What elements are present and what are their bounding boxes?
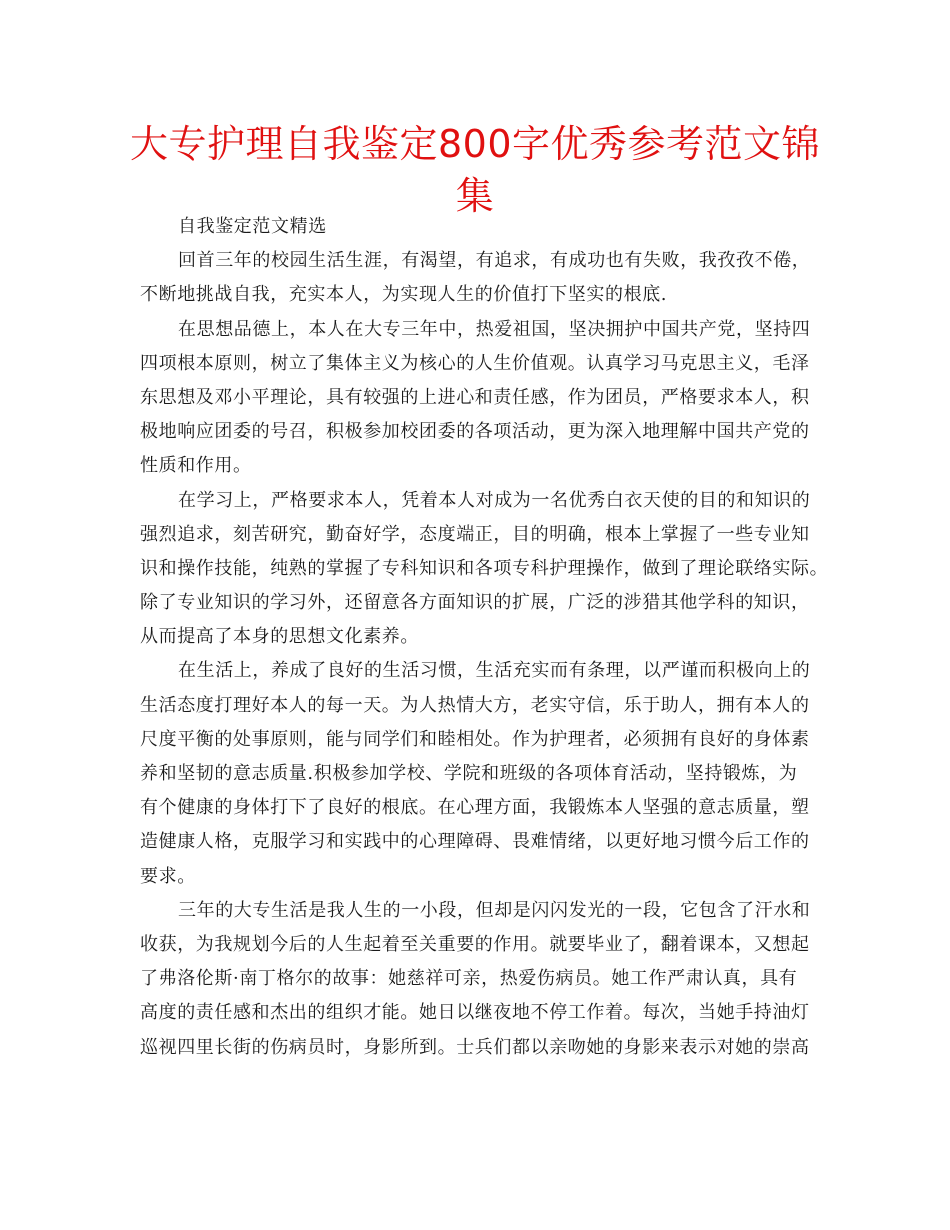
text-line: 回首三年的校园生活生涯，有渴望，有追求，有成功也有失败，我孜孜不倦， — [178, 250, 811, 272]
text-line: 性质和作用。 — [140, 455, 252, 477]
text-line: 在生活上，养成了良好的生活习惯，生活充实而有条理，以严谨而积极向上的 — [178, 660, 811, 682]
text-line: 收获，为我规划今后的人生起着至关重要的作用。就要毕业了，翻着课本，又想起 — [140, 933, 810, 955]
text-line: 东思想及邓小平理论，具有较强的上进心和责任感，作为团员，严格要求本人，积 — [140, 386, 810, 408]
text-line: 生活态度打理好本人的每一天。为人热情大方，老实守信，乐于助人，拥有本人的 — [140, 694, 810, 716]
text-line: 极地响应团委的号召，积极参加校团委的各项活动，更为深入地理解中国共产党的 — [140, 421, 810, 443]
text-line: 除了专业知识的学习外，还留意各方面知识的扩展，广泛的涉猎其他学科的知识， — [140, 592, 810, 614]
text-line: 强烈追求，刻苦研究，勤奋好学，态度端正，目的明确，根本上掌握了一些专业知 — [140, 523, 810, 545]
text-line: 高度的责任感和杰出的组织才能。她日以继夜地不停工作着。每次，当她手持油灯 — [140, 1002, 810, 1024]
text-line: 在学习上，严格要求本人，凭着本人对成为一名优秀白衣天使的目的和知识的 — [178, 489, 811, 511]
text-line: 四项根本原则，树立了集体主义为核心的人生价值观。认真学习马克思主义，毛泽 — [140, 352, 810, 374]
text-line: 养和坚韧的意志质量.积极参加学校、学院和班级的各项体育活动，坚持锻炼，为 — [140, 763, 798, 784]
text-line: 三年的大专生活是我人生的一小段，但却是闪闪发光的一段，它包含了汗水和 — [178, 899, 811, 921]
text-line: 不断地挑战自我，充实本人，为实现人生的价值打下坚实的根底. — [140, 284, 668, 306]
text-line: 巡视四里长街的伤病员时，身影所到。士兵们都以亲吻她的身影来表示对她的崇高 — [140, 1036, 810, 1058]
document-title — [120, 118, 830, 222]
text-line: 有个健康的身体打下了良好的根底。在心理方面，我锻炼本人坚强的意志质量，塑 — [140, 797, 810, 819]
text-line: 造健康人格，克服学习和实践中的心理障碍、畏难情绪，以更好地习惯今后工作的 — [140, 831, 810, 853]
document-body — [140, 210, 829, 1065]
text-line: 识和操作技能，纯熟的掌握了专科知识和各项专科护理操作，做到了理论联络实际。 — [140, 557, 829, 579]
text-line: 从而提高了本身的思想文化素养。 — [140, 626, 419, 648]
title-line-2: 集 — [455, 174, 495, 218]
text-line: 自我鉴定范文精选 — [178, 216, 327, 237]
title-line-1: 大专护理自我鉴定800字优秀参考范文锦 — [129, 122, 821, 166]
text-line: 在思想品德上，本人在大专三年中，热爱祖国，坚决拥护中国共产党，坚持四 — [178, 318, 811, 340]
text-line: 要求。 — [140, 865, 196, 887]
text-line: 尺度平衡的处事原则，能与同学们和睦相处。作为护理者，必须拥有良好的身体素 — [140, 728, 810, 750]
text-line: 了弗洛伦斯·南丁格尔的故事：她慈祥可亲，热爱伤病员。她工作严肃认真，具有 — [140, 968, 798, 990]
